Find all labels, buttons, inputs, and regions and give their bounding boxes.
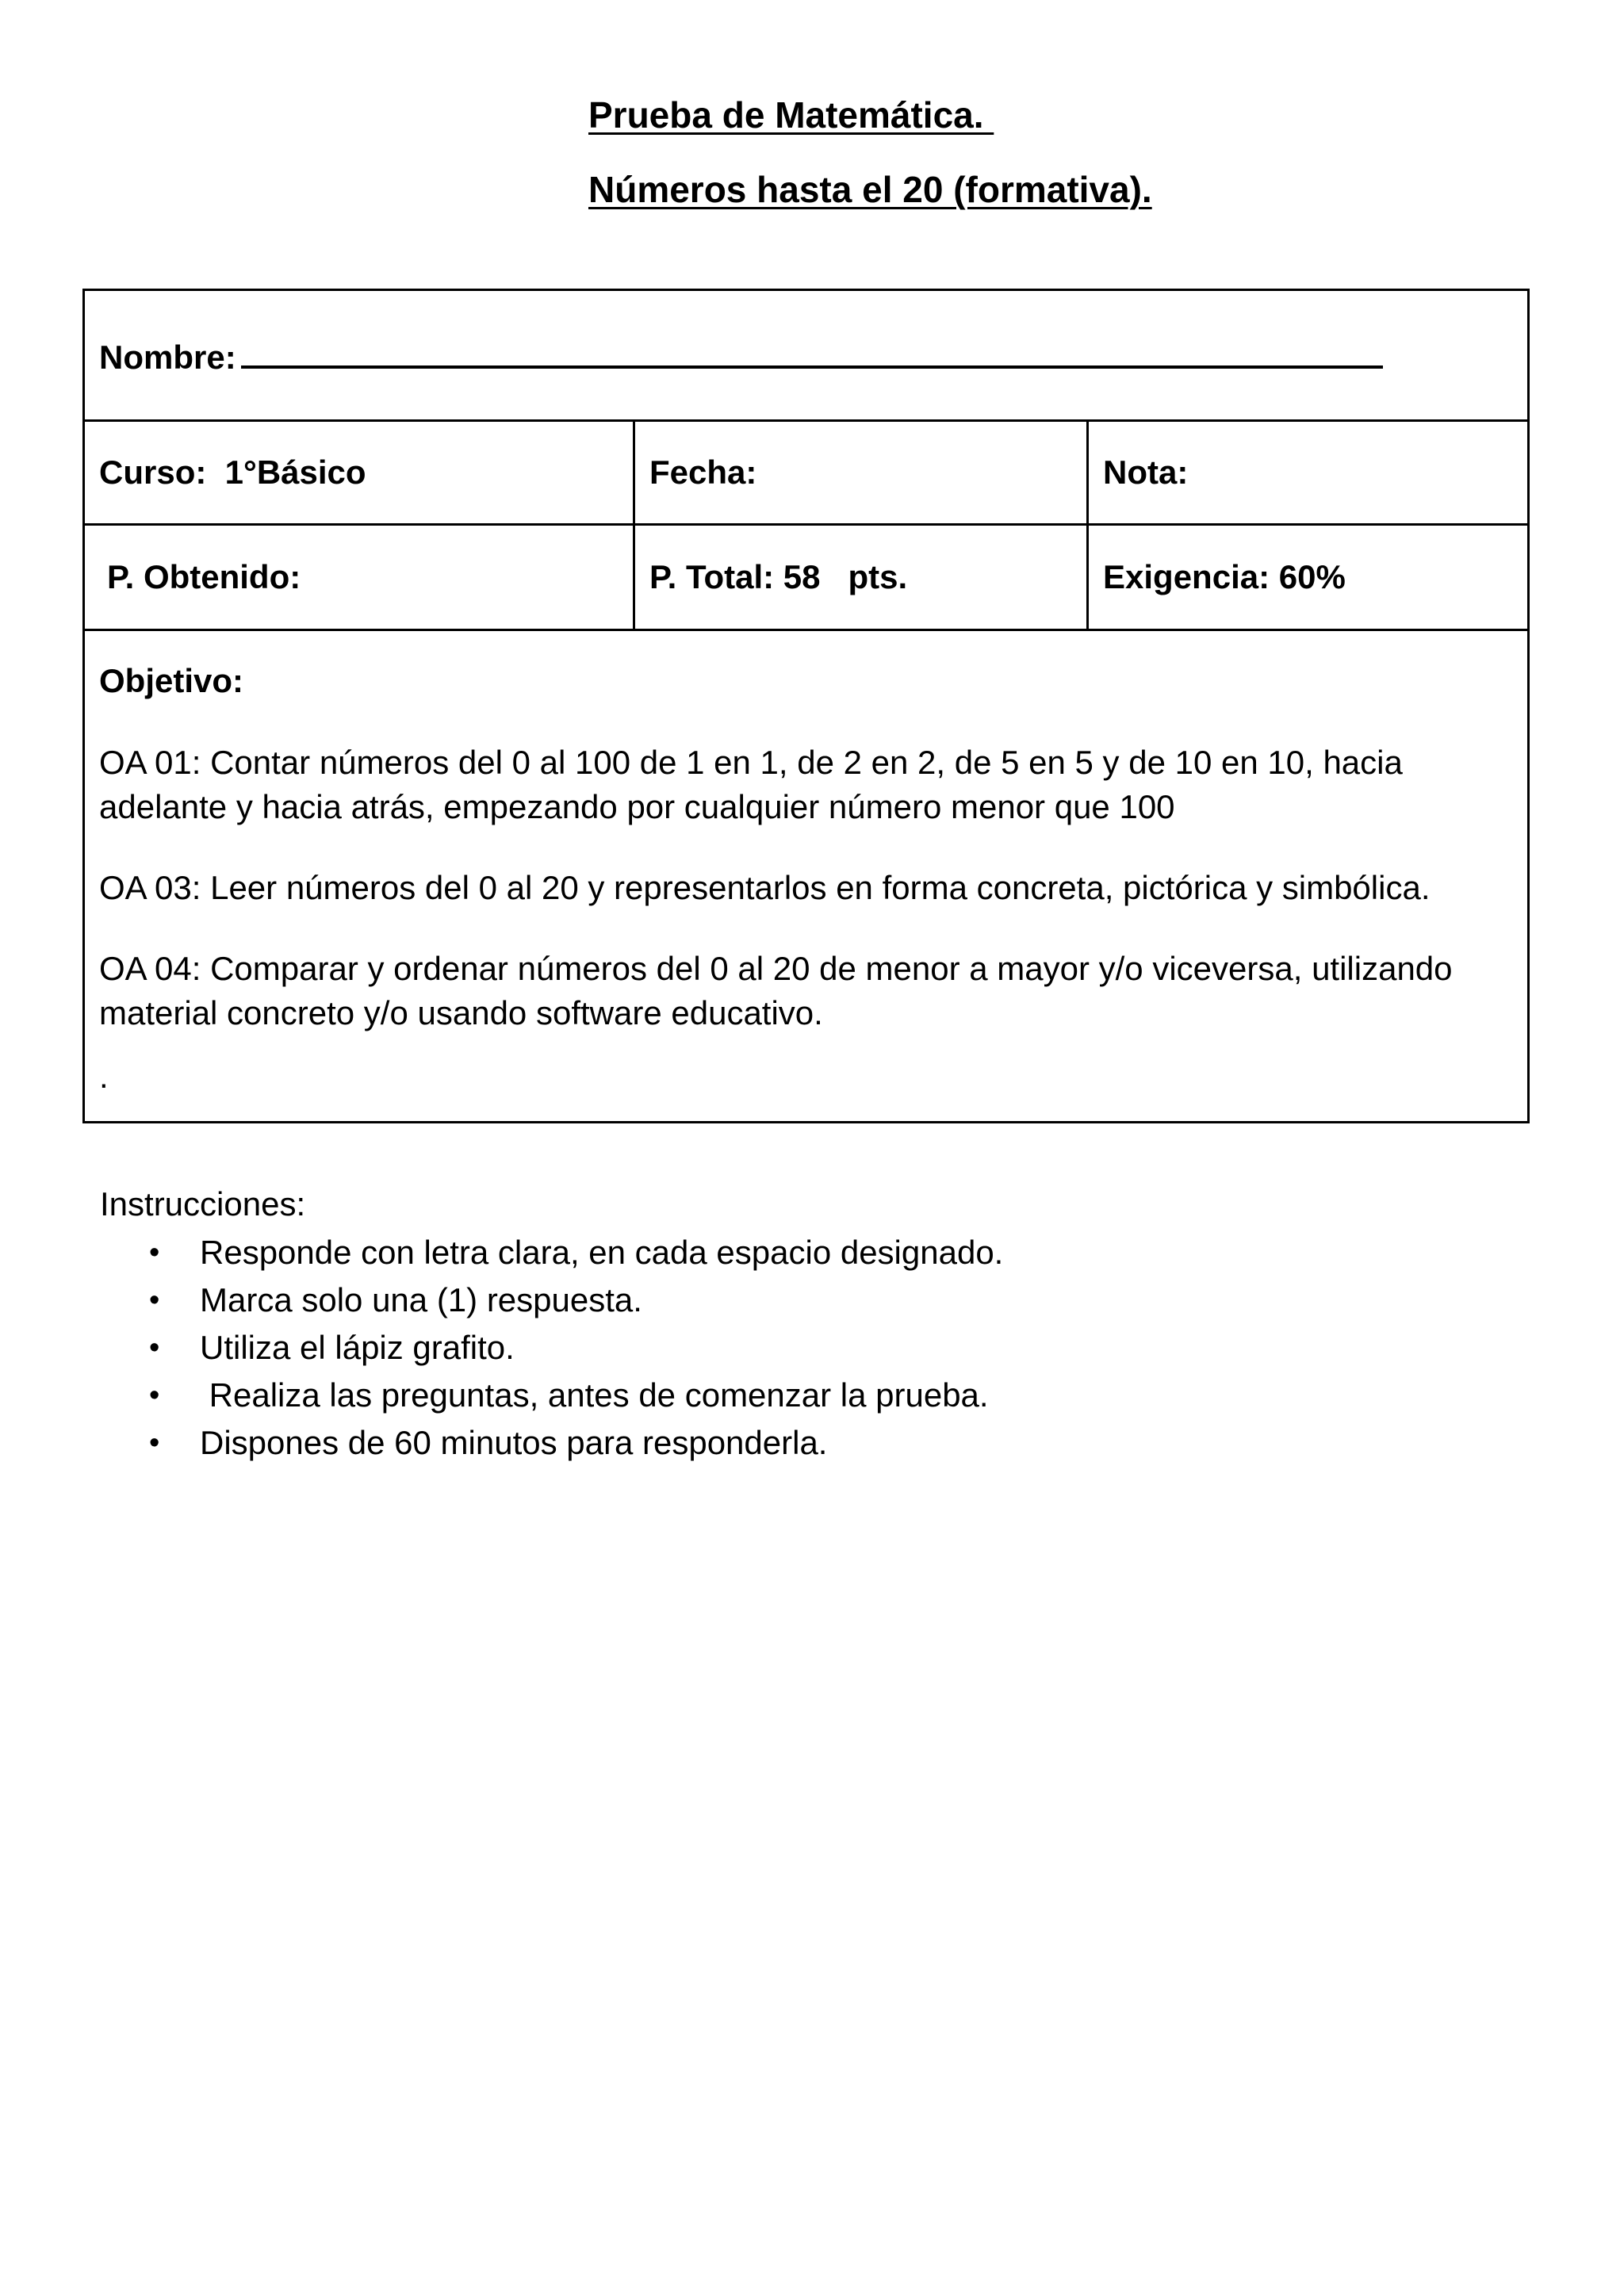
instructions-section — [100, 1180, 1448, 1467]
instructions-heading: Instrucciones: — [100, 1185, 306, 1223]
nombre-row — [84, 290, 1529, 421]
list-item — [149, 1276, 1448, 1324]
bullet-icon: • — [149, 1426, 160, 1460]
p-obtenido-label: P. Obtenido: — [107, 558, 301, 595]
p-total-label: P. Total: 58 pts. — [649, 558, 908, 595]
list-item — [149, 1324, 1448, 1372]
objetivo-cell — [84, 630, 1529, 1123]
instructions-list — [100, 1229, 1448, 1467]
exigencia-label: Exigencia: 60% — [1103, 558, 1346, 595]
curso-row — [84, 421, 1529, 525]
instruction-text: Realiza las preguntas, antes de comenzar la prueba. — [200, 1376, 989, 1414]
oa-03-text: OA 03: Leer números del 0 al 20 y representarlos en forma concreta, pictórica y simbólica. — [99, 869, 1431, 906]
list-item — [149, 1229, 1448, 1276]
instruction-text: Dispones de 60 minutos para responderla. — [200, 1424, 828, 1461]
nombre-label: Nombre: — [99, 339, 236, 376]
objetivo-trailing-dot: . — [99, 1058, 109, 1095]
p-obtenido-cell[interactable] — [84, 525, 634, 630]
objetivo-row — [84, 630, 1529, 1123]
list-item — [149, 1372, 1448, 1419]
oa-01-text: OA 01: Contar números del 0 al 100 de 1 en 1, de 2 en 2, de 5 en 5 y de 10 en 10, hacia adelante y hacia atrás, empezando por cualquier número menor que 100 — [99, 744, 1403, 825]
nota-label: Nota: — [1103, 453, 1189, 491]
instruction-text: Utiliza el lápiz grafito. — [200, 1329, 515, 1366]
nombre-blank-line[interactable] — [241, 334, 1383, 369]
bullet-icon: • — [149, 1379, 160, 1412]
instruction-text: Responde con letra clara, en cada espacio designado. — [200, 1234, 1004, 1271]
fecha-label: Fecha: — [649, 453, 757, 491]
oa-04-text: OA 04: Comparar y ordenar números del 0 al 20 de menor a mayor y/o viceversa, utilizando material concreto y/o usando software educativo. — [99, 950, 1453, 1031]
fecha-cell[interactable] — [634, 421, 1088, 525]
bullet-icon: • — [149, 1236, 160, 1269]
list-item — [149, 1419, 1448, 1467]
exigencia-cell — [1088, 525, 1529, 630]
nota-cell[interactable] — [1088, 421, 1529, 525]
document-title: Prueba de Matemática. — [588, 94, 994, 136]
curso-cell — [84, 421, 634, 525]
bullet-icon: • — [149, 1284, 160, 1317]
document-subtitle: Números hasta el 20 (formativa). — [588, 169, 1152, 210]
student-info-table — [82, 289, 1530, 1123]
objetivo-label: Objetivo: — [99, 662, 244, 699]
nombre-cell[interactable] — [84, 290, 1529, 421]
puntos-row — [84, 525, 1529, 630]
p-total-cell — [634, 525, 1088, 630]
curso-label: Curso: 1°Básico — [99, 453, 366, 491]
document-title-block — [588, 95, 1381, 209]
instruction-text: Marca solo una (1) respuesta. — [200, 1281, 642, 1318]
bullet-icon: • — [149, 1331, 160, 1364]
